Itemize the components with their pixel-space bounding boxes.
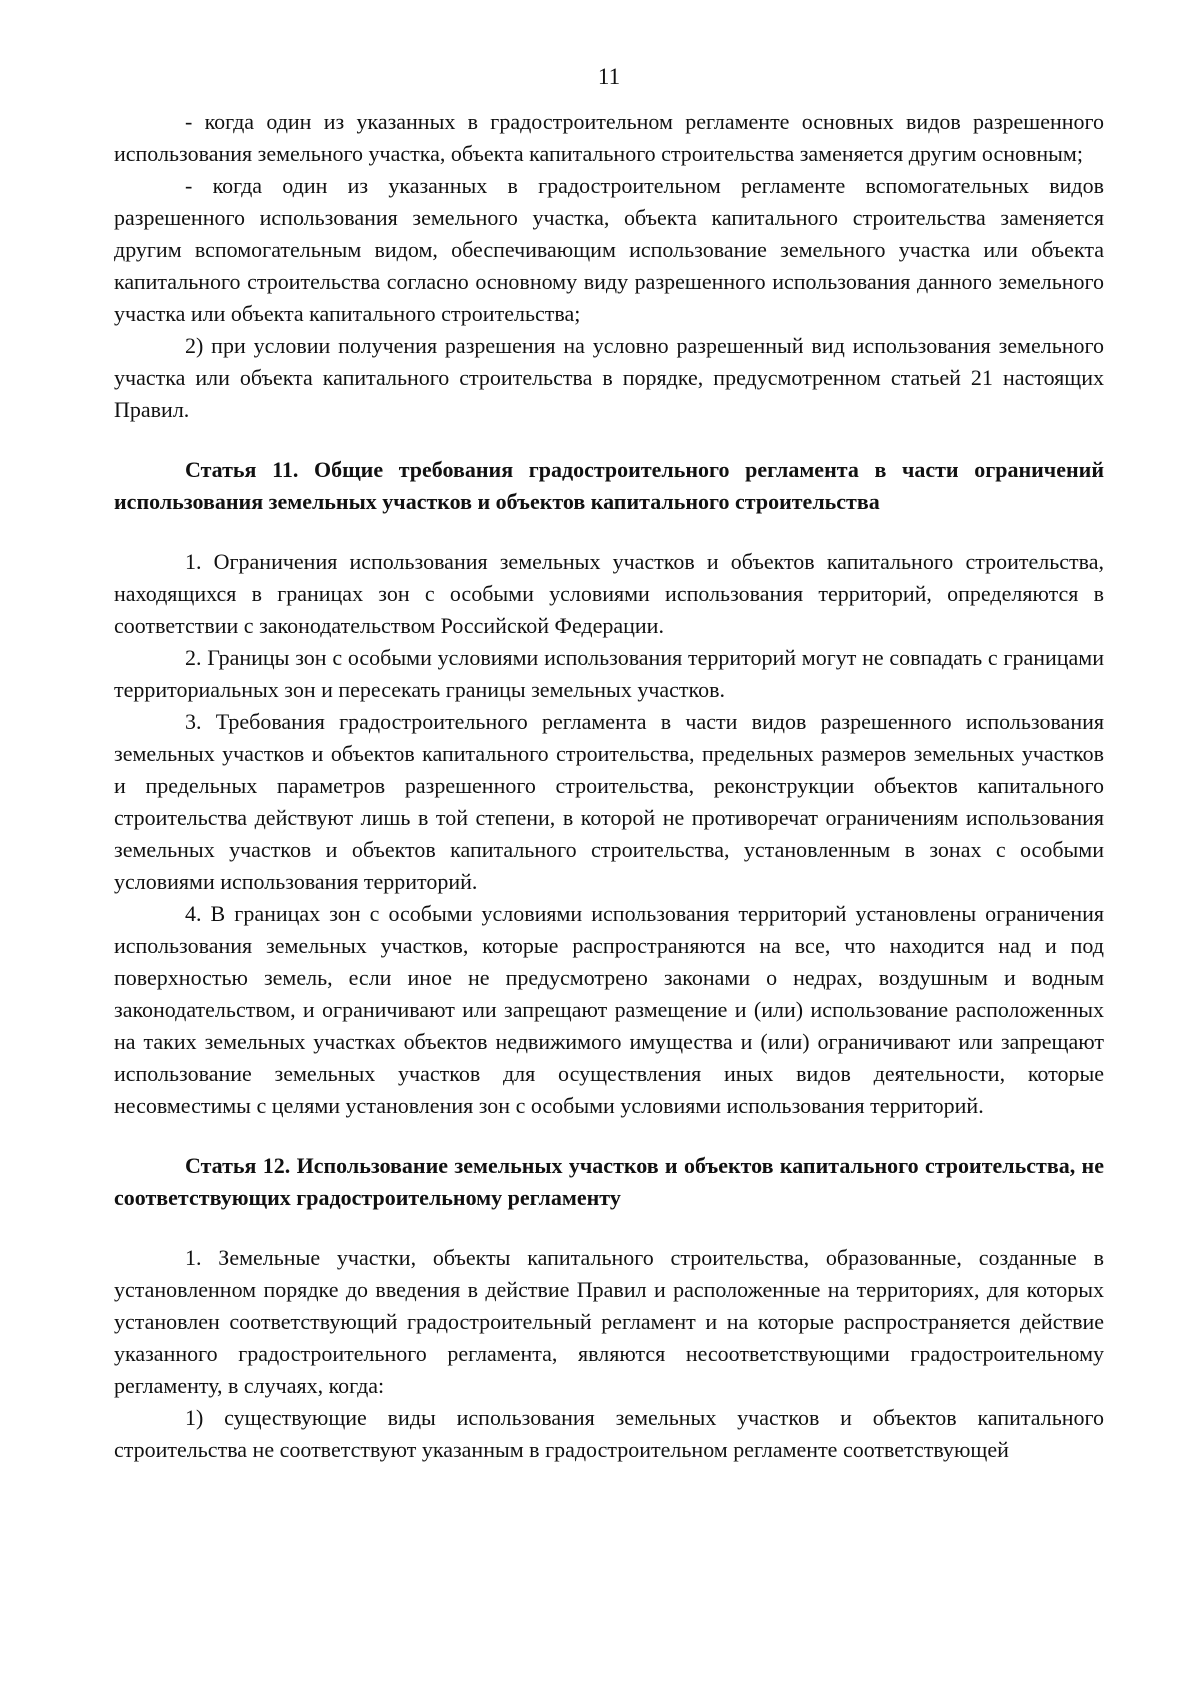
spacer (114, 1122, 1104, 1150)
page-number: 11 (597, 64, 621, 89)
paragraph-replacement-auxiliary: - когда один из указанных в градостроительном регламенте вспомогательных видов разрешенного использования земельного участка, объекта капитального строительства заменяется другим вспомогательным видом, обеспечивающим использование земельного участка или объекта капитального строительства согласно основному виду разрешенного использования данного земельного участка или объекта капитального строительства; (114, 173, 1104, 326)
paragraph-conditional-permit: 2) при условии получения разрешения на условно разрешенный вид использования земельного участка или объекта капитального строительства в порядке, предусмотренном статьей 21 настоящих Правил. (114, 333, 1104, 422)
article-11-item-3: 3. Требования градостроительного регламента в части видов разрешенного использования земельных участков и объектов капитального строительства, предельных размеров земельных участков и предельных параметров разрешенного строительства, реконструкции объектов капитального строительства действуют лишь в той степени, в которой не противоречат ограничениям использования земельных участков и объектов капитального строительства, установленным в зонах с особыми условиями использования территорий. (114, 709, 1104, 894)
article-11-heading: Статья 11. Общие требования градостроительного регламента в части ограничений использования земельных участков и объектов капитального строительства (114, 457, 1104, 514)
document-page (114, 62, 1104, 1672)
spacer (114, 426, 1104, 454)
spacer (114, 518, 1104, 546)
article-11-item-4: 4. В границах зон с особыми условиями использования территорий установлены ограничения использования земельных участков, которые распространяются на все, что находится над и под поверхностью земель, если иное не предусмотрено законами о недрах, воздушным и водным законодательством, и ограничивают или запрещают размещение и (или) использование расположенных на таких земельных участках объектов недвижимого имущества и (или) ограничивают или запрещают использование земельных участков для осуществления иных видов деятельности, которые несовместимы с целями установления зон с особыми условиями использования территорий. (114, 901, 1104, 1118)
paragraph-replacement-main: - когда один из указанных в градостроительном регламенте основных видов разрешенного использования земельного участка, объекта капитального строительства заменяется другим основным; (114, 109, 1104, 166)
article-11-item-2: 2. Границы зон с особыми условиями использования территорий могут не совпадать с границами территориальных зон и пересекать границы земельных участков. (114, 645, 1104, 702)
article-12-item-1: 1. Земельные участки, объекты капитального строительства, образованные, созданные в установленном порядке до введения в действие Правил и расположенные на территориях, для которых установлен соответствующий градостроительный регламент и на которые распространяется действие указанного градостроительного регламента, являются несоответствующими градостроительному регламенту, в случаях, когда: (114, 1245, 1104, 1398)
spacer (114, 1214, 1104, 1242)
article-12-subitem-1: 1) существующие виды использования земельных участков и объектов капитального строительства не соответствуют указанным в градостроительном регламенте соответствующей (114, 1405, 1104, 1462)
article-11-item-1: 1. Ограничения использования земельных участков и объектов капитального строительства, находящихся в границах зон с особыми условиями использования территорий, определяются в соответствии с законодательством Российской Федерации. (114, 549, 1104, 638)
article-12-heading: Статья 12. Использование земельных участков и объектов капитального строительства, не соответствующих градостроительному регламенту (114, 1153, 1104, 1210)
